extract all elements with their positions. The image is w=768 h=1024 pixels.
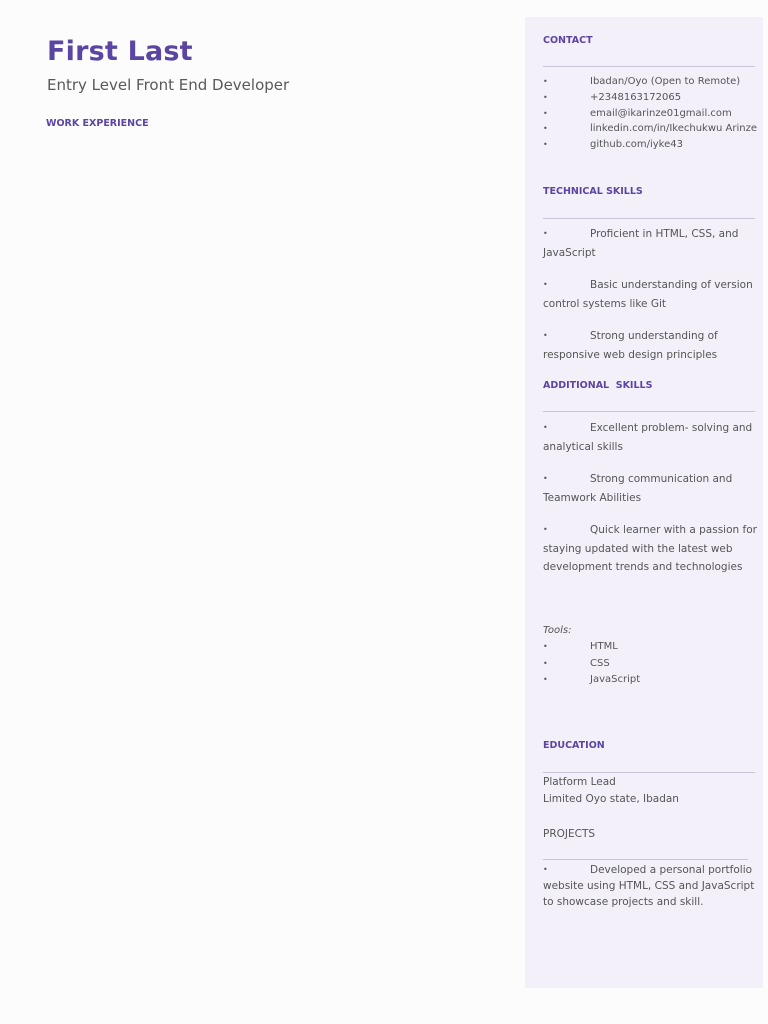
technical-skill-item: • Basic understanding of version control systems like Git <box>543 276 757 313</box>
technical-skill-item: • Strong understanding of responsive web design principles <box>543 327 757 364</box>
bullet-icon: • <box>543 124 548 134</box>
additional-skills-heading: ADDITIONAL SKILLS <box>543 380 653 391</box>
contact-item-location: • Ibadan/Oyo (Open to Remote) <box>543 74 757 90</box>
bullet-icon: • <box>543 140 548 150</box>
education-line: Platform Lead <box>543 776 616 788</box>
project-item: • Developed a personal portfolio website using HTML, CSS and JavaScript to showcase projects and skill. <box>543 864 755 908</box>
tools-label: Tools: <box>543 625 572 636</box>
contact-list <box>543 74 757 153</box>
bullet-icon: • <box>543 92 548 102</box>
technical-skills-divider <box>543 218 755 219</box>
tool-item: • HTML <box>543 639 757 656</box>
education-heading: EDUCATION <box>543 740 605 751</box>
contact-divider <box>543 66 755 67</box>
contact-item-phone: • +2348163172065 <box>543 90 757 106</box>
candidate-name: First Last <box>47 36 193 67</box>
bullet-icon: • <box>543 525 548 534</box>
additional-skill-item: • Quick learner with a passion for staying updated with the latest web development trends and technologies <box>543 521 757 577</box>
additional-skill-item: • Strong communication and Teamwork Abilities <box>543 470 757 507</box>
bullet-icon: • <box>543 658 548 668</box>
work-experience-heading: WORK EXPERIENCE <box>46 118 149 129</box>
bullet-icon: • <box>543 229 548 238</box>
contact-item-linkedin: • linkedin.com/in/Ikechukwu Arinze <box>543 121 757 137</box>
bullet-icon: • <box>543 108 548 118</box>
technical-skill-item: • Proficient in HTML, CSS, and JavaScript <box>543 225 757 262</box>
sidebar <box>525 17 763 988</box>
bullet-icon: • <box>543 423 548 432</box>
bullet-icon: • <box>543 675 548 684</box>
contact-item-email: • email@ikarinze01gmail.com <box>543 106 757 122</box>
job-title: Entry Level Front End Developer <box>47 76 290 94</box>
tools-list <box>543 639 757 689</box>
bullet-icon: • <box>543 331 548 340</box>
tool-item: • JavaScript <box>543 672 757 689</box>
contact-item-github: • github.com/iyke43 <box>543 137 757 153</box>
contact-heading: CONTACT <box>543 35 593 46</box>
bullet-icon: • <box>543 642 548 651</box>
additional-skill-item: • Excellent problem- solving and analytical skills <box>543 419 757 456</box>
additional-skills-divider <box>543 411 755 412</box>
bullet-icon: • <box>543 280 548 289</box>
bullet-icon: • <box>543 474 548 483</box>
bullet-icon: • <box>543 77 548 86</box>
projects-heading: PROJECTS <box>543 828 596 840</box>
technical-skills-heading: TECHNICAL SKILLS <box>543 186 643 197</box>
tool-item: • CSS <box>543 656 757 673</box>
education-line: Limited Oyo state, Ibadan <box>543 793 679 805</box>
projects-divider <box>543 859 748 860</box>
bullet-icon: • <box>543 865 548 874</box>
education-divider <box>543 772 755 773</box>
